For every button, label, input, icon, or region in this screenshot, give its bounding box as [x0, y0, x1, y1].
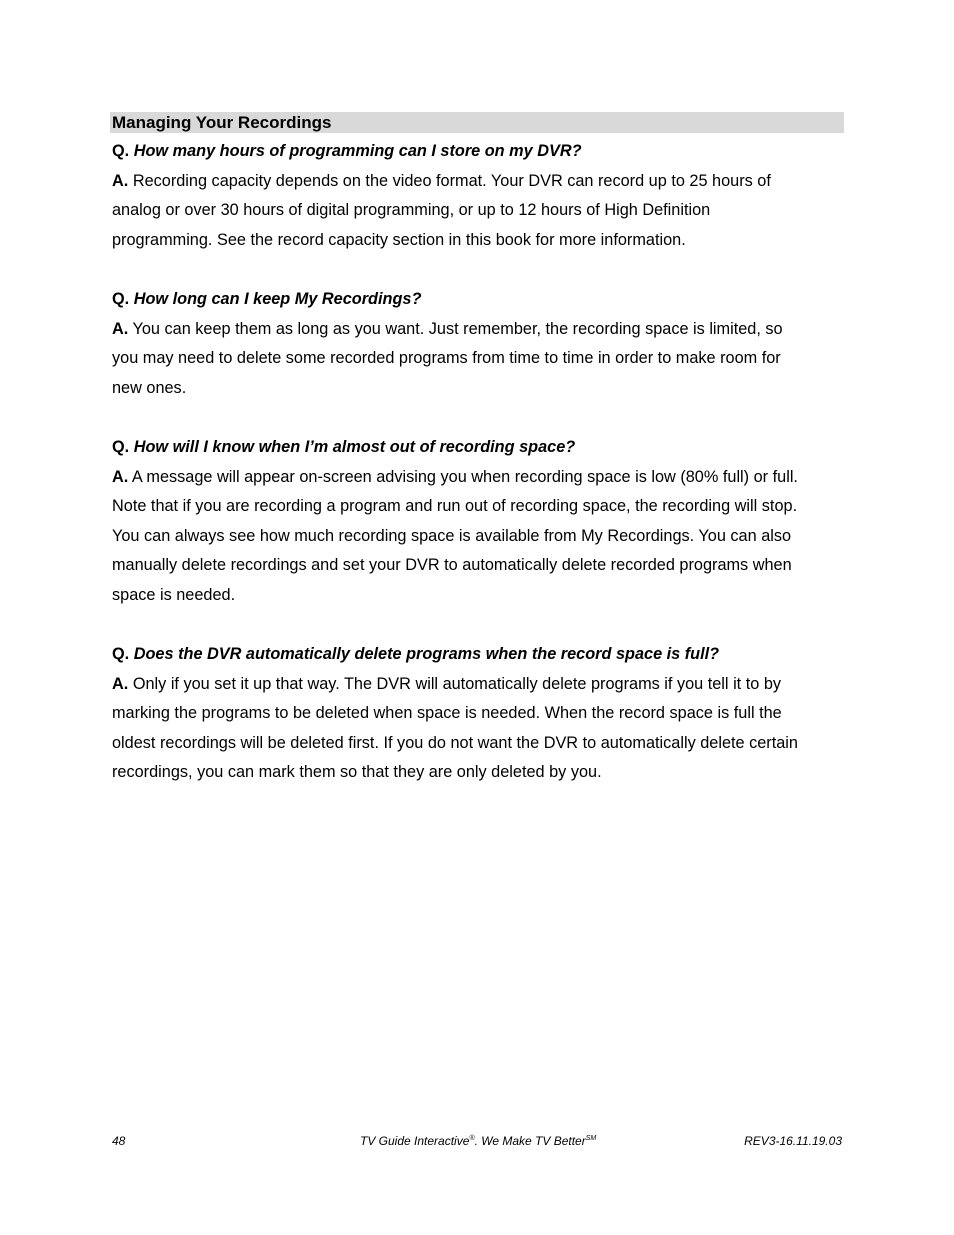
answer-line: oldest recordings will be deleted first. If you do not want the DVR to automatically delete certain [112, 733, 798, 752]
section-header [110, 112, 844, 133]
answer [112, 670, 844, 788]
tagline: . We Make TV Better [474, 1134, 586, 1148]
answer [112, 167, 844, 256]
answer-line: You can always see how much recording space is available from My Recordings. You can also [112, 526, 792, 545]
answer-line: analog or over 30 hours of digital programming, or up to 12 hours of High Definition [112, 201, 711, 220]
question-label: Q. [112, 290, 130, 308]
answer-line [112, 167, 844, 197]
answer-line: programming. See the record capacity section in this book for more information. [112, 230, 686, 249]
question-text: How long can I keep My Recordings? [133, 290, 422, 308]
question [112, 640, 844, 670]
answer-line [112, 315, 844, 345]
service-mark: SM [585, 1135, 597, 1142]
answer-line: marking the programs to be deleted when space is needed. When the record space is full the [112, 704, 782, 723]
section-title: Managing Your Recordings [112, 113, 332, 132]
answer-line: space is needed. [112, 585, 236, 604]
answer-label: A. [112, 467, 129, 486]
answer-line [112, 463, 844, 493]
question-label: Q. [112, 645, 130, 663]
question-label: Q. [112, 142, 130, 160]
question [112, 137, 844, 167]
answer [112, 315, 844, 404]
answer-line: you may need to delete some recorded programs from time to time in order to make room for [112, 349, 781, 368]
answer-line: Note that if you are recording a program and run out of recording space, the recording will stop. [112, 497, 798, 516]
answer-line: manually delete recordings and set your DVR to automatically delete recorded programs when [112, 556, 792, 575]
question [112, 285, 844, 315]
answer-label: A. [112, 319, 129, 338]
page-number: 48 [112, 1134, 126, 1148]
question-label: Q. [112, 438, 130, 456]
question-text: How many hours of programming can I store on my DVR? [133, 142, 582, 160]
answer [112, 463, 844, 611]
answer-text: Only if you set it up that way. The DVR will automatically delete programs if you tell it to by [132, 674, 782, 693]
answer-text: Recording capacity depends on the video format. Your DVR can record up to 25 hours of [132, 171, 771, 190]
revision-code: REV3-16.11.19.03 [744, 1134, 842, 1148]
answer-text: You can keep them as long as you want. Just remember, the recording space is limited, so [132, 319, 783, 338]
brand-name: TV Guide Interactive [360, 1134, 470, 1148]
qa-item-keep [112, 285, 844, 403]
answer-line: new ones. [112, 378, 187, 397]
answer-label: A. [112, 171, 129, 190]
question-text: Does the DVR automatically delete programs when the record space is full? [133, 645, 720, 663]
footer-brand [360, 1133, 596, 1149]
qa-item-auto-delete [112, 640, 844, 788]
answer-line: recordings, you can mark them so that they are only deleted by you. [112, 763, 602, 782]
answer-text: A message will appear on-screen advising you when recording space is low (80% full) or full. [131, 467, 798, 486]
qa-item-space [112, 433, 844, 611]
answer-line [112, 670, 844, 700]
qa-item-capacity [112, 137, 844, 255]
registered-mark: ® [469, 1135, 475, 1142]
answer-label: A. [112, 674, 129, 693]
question-text: How will I know when I’m almost out of recording space? [133, 438, 576, 456]
question [112, 433, 844, 463]
